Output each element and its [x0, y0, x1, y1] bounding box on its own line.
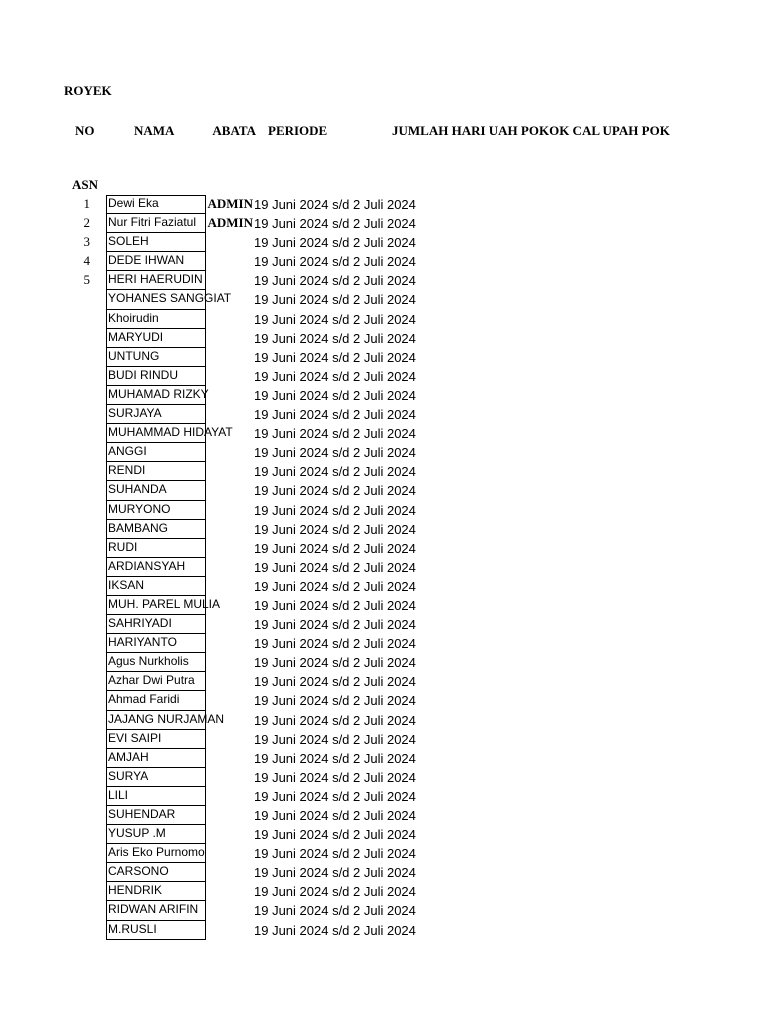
name-text: SURYA [108, 768, 149, 783]
name-text: Aris Eko Purnomo [108, 845, 205, 860]
name-text: MUHAMAD RIZKY [108, 386, 209, 401]
table-row [0, 921, 768, 940]
table-row [0, 768, 768, 787]
periode-text: 19 Juni 2024 s/d 2 Juli 2024 [254, 445, 416, 461]
jabatan-cell [207, 769, 253, 787]
jabatan-cell [207, 482, 253, 500]
table-row [0, 577, 768, 596]
jabatan-cell [207, 234, 253, 252]
row-number: 1 [83, 196, 90, 211]
table-row [0, 615, 768, 634]
name-text: BUDI RINDU [108, 367, 179, 382]
jabatan-cell [207, 349, 253, 367]
jabatan-cell [207, 559, 253, 577]
row-number: 3 [83, 234, 90, 250]
table-row [0, 863, 768, 882]
jabatan-cell [207, 521, 253, 539]
name-text: RENDI [108, 463, 146, 478]
jabatan-cell [207, 883, 253, 901]
table-row [0, 386, 768, 405]
table-row [0, 539, 768, 558]
jabatan-cell [207, 731, 253, 749]
jabatan-cell [207, 253, 253, 271]
jabatan-cell [207, 272, 253, 290]
name-text: DEDE IHWAN [108, 253, 185, 268]
row-number: 2 [83, 215, 90, 231]
jabatan-cell [207, 196, 253, 214]
periode-text: 19 Juni 2024 s/d 2 Juli 2024 [254, 273, 416, 289]
name-text: M.RUSLI [108, 921, 157, 936]
jabatan-cell [207, 463, 253, 481]
periode-text: 19 Juni 2024 s/d 2 Juli 2024 [254, 731, 416, 747]
table-row [0, 634, 768, 653]
periode-text: 19 Juni 2024 s/d 2 Juli 2024 [254, 502, 416, 518]
periode-text: 19 Juni 2024 s/d 2 Juli 2024 [254, 693, 416, 709]
periode-text: 19 Juni 2024 s/d 2 Juli 2024 [254, 559, 416, 575]
name-text: AMJAH [108, 749, 149, 764]
jabatan-cell [207, 444, 253, 462]
periode-text: 19 Juni 2024 s/d 2 Juli 2024 [254, 636, 416, 652]
periode-text: 19 Juni 2024 s/d 2 Juli 2024 [254, 712, 416, 728]
jabatan-cell [207, 502, 253, 520]
table-row [0, 443, 768, 462]
periode-text: 19 Juni 2024 s/d 2 Juli 2024 [254, 788, 416, 804]
name-text: EVI SAIPI [108, 730, 162, 745]
name-text: MURYONO [108, 501, 171, 516]
header-periode: PERIODE [268, 123, 328, 138]
header-jabatan-text: ABATA [212, 123, 256, 138]
name-text: UNTUNG [108, 348, 160, 363]
name-text: Khoirudin [108, 310, 159, 325]
periode-text: 19 Juni 2024 s/d 2 Juli 2024 [254, 846, 416, 862]
table-row [0, 749, 768, 768]
jabatan-cell [207, 578, 253, 596]
jabatan-cell [207, 845, 253, 863]
header-jabatan [208, 123, 256, 139]
name-text: RUDI [108, 539, 138, 554]
table-row [0, 787, 768, 806]
name-text: MUHAMMAD HIDAYAT [108, 425, 233, 440]
jabatan-cell [207, 540, 253, 558]
table-row [0, 806, 768, 825]
employee-table [0, 195, 768, 940]
document-title: ROYEK [64, 83, 112, 98]
periode-text: 19 Juni 2024 s/d 2 Juli 2024 [254, 216, 416, 232]
name-text: HERI HAERUDIN [108, 272, 203, 287]
name-text: Dewi Eka [108, 196, 159, 210]
table-row [0, 424, 768, 443]
jabatan-cell [207, 368, 253, 386]
header-no: NO [75, 123, 95, 138]
periode-text: 19 Juni 2024 s/d 2 Juli 2024 [254, 540, 416, 556]
name-text: BAMBANG [108, 520, 169, 535]
jabatan-cell [207, 635, 253, 653]
table-row [0, 462, 768, 481]
jabatan-cell [207, 311, 253, 329]
name-text: SOLEH [108, 234, 149, 249]
periode-text: 19 Juni 2024 s/d 2 Juli 2024 [254, 578, 416, 594]
table-row [0, 233, 768, 252]
table-row [0, 882, 768, 901]
periode-text: 19 Juni 2024 s/d 2 Juli 2024 [254, 235, 416, 251]
periode-text: 19 Juni 2024 s/d 2 Juli 2024 [254, 292, 416, 308]
jabatan-cell [207, 750, 253, 768]
table-row [0, 711, 768, 730]
table-row [0, 596, 768, 615]
name-text: CARSONO [108, 864, 169, 879]
periode-text: 19 Juni 2024 s/d 2 Juli 2024 [254, 769, 416, 785]
jabatan-cell [207, 922, 253, 940]
table-row [0, 730, 768, 749]
periode-text: 19 Juni 2024 s/d 2 Juli 2024 [254, 884, 416, 900]
name-text: SAHRIYADI [108, 616, 172, 631]
periode-text: 19 Juni 2024 s/d 2 Juli 2024 [254, 349, 416, 365]
jabatan-cell [207, 692, 253, 710]
table-row [0, 653, 768, 672]
row-number: 4 [83, 253, 90, 269]
periode-text: 19 Juni 2024 s/d 2 Juli 2024 [254, 674, 416, 690]
name-text: IKSAN [108, 577, 145, 592]
table-row [0, 329, 768, 348]
name-text: HARIYANTO [108, 635, 177, 650]
jabatan-cell [207, 807, 253, 825]
name-text: MARYUDI [108, 329, 164, 344]
table-row [0, 367, 768, 386]
jabatan-cell [207, 387, 253, 405]
periode-text: 19 Juni 2024 s/d 2 Juli 2024 [254, 426, 416, 442]
table-row [0, 405, 768, 424]
periode-text: 19 Juni 2024 s/d 2 Juli 2024 [254, 254, 416, 270]
row-number: 5 [83, 272, 90, 288]
name-text: RIDWAN ARIFIN [108, 902, 199, 917]
table-row [0, 501, 768, 520]
table-row [0, 214, 768, 233]
name-text: MUH. PAREL MULIA [108, 596, 221, 611]
jabatan-cell [207, 406, 253, 424]
table-row [0, 825, 768, 844]
periode-text: 19 Juni 2024 s/d 2 Juli 2024 [254, 903, 416, 919]
periode-text: 19 Juni 2024 s/d 2 Juli 2024 [254, 827, 416, 843]
jabatan-cell [207, 712, 253, 730]
periode-text: 19 Juni 2024 s/d 2 Juli 2024 [254, 311, 416, 327]
periode-text: 19 Juni 2024 s/d 2 Juli 2024 [254, 655, 416, 671]
jabatan-cell [207, 864, 253, 882]
table-row [0, 481, 768, 500]
table-row [0, 348, 768, 367]
jabatan-cell [207, 902, 253, 920]
periode-text: 19 Juni 2024 s/d 2 Juli 2024 [254, 197, 416, 212]
jabatan-cell [207, 215, 253, 233]
name-text: YOHANES SANGGIAT [108, 291, 232, 306]
jabatan-text: ADMIN [207, 215, 253, 231]
name-text: HENDRIK [108, 883, 163, 898]
table-row [0, 195, 768, 214]
header-nama: NAMA [134, 123, 175, 138]
name-text: SUHANDA [108, 482, 167, 497]
name-text: LILI [108, 787, 129, 802]
name-text: Ahmad Faridi [108, 692, 180, 707]
table-row [0, 844, 768, 863]
periode-text: 19 Juni 2024 s/d 2 Juli 2024 [254, 865, 416, 881]
table-row [0, 558, 768, 577]
periode-text: 19 Juni 2024 s/d 2 Juli 2024 [254, 407, 416, 423]
name-text: JAJANG NURJAMAN [108, 711, 225, 726]
jabatan-cell [207, 673, 253, 691]
jabatan-cell [207, 425, 253, 443]
name-text: ANGGI [108, 444, 147, 459]
header-overflow-columns: JUMLAH HARI UAH POKOK CAL UPAH POK [392, 123, 670, 138]
periode-text: 19 Juni 2024 s/d 2 Juli 2024 [254, 597, 416, 613]
periode-text: 19 Juni 2024 s/d 2 Juli 2024 [254, 464, 416, 480]
jabatan-cell [207, 597, 253, 615]
periode-text: 19 Juni 2024 s/d 2 Juli 2024 [254, 387, 416, 403]
periode-text: 19 Juni 2024 s/d 2 Juli 2024 [254, 368, 416, 384]
jabatan-text: ADMIN [207, 196, 253, 211]
periode-text: 19 Juni 2024 s/d 2 Juli 2024 [254, 330, 416, 346]
periode-text: 19 Juni 2024 s/d 2 Juli 2024 [254, 922, 416, 938]
table-row [0, 672, 768, 691]
name-text: YUSUP .M [108, 826, 166, 841]
periode-text: 19 Juni 2024 s/d 2 Juli 2024 [254, 808, 416, 823]
periode-text: 19 Juni 2024 s/d 2 Juli 2024 [254, 483, 416, 499]
name-text: SURJAYA [108, 406, 162, 421]
periode-text: 19 Juni 2024 s/d 2 Juli 2024 [254, 521, 416, 537]
table-row [0, 310, 768, 329]
name-text: Agus Nurkholis [108, 654, 189, 669]
table-row [0, 290, 768, 309]
table-row [0, 691, 768, 710]
name-text: SUHENDAR [108, 807, 176, 821]
table-row [0, 901, 768, 920]
jabatan-cell [207, 616, 253, 634]
periode-text: 19 Juni 2024 s/d 2 Juli 2024 [254, 617, 416, 633]
name-text: ARDIANSYAH [108, 558, 186, 573]
jabatan-cell [207, 330, 253, 348]
jabatan-cell [207, 654, 253, 672]
table-row [0, 520, 768, 539]
name-text: Azhar Dwi Putra [108, 673, 195, 688]
jabatan-cell [207, 788, 253, 806]
jabatan-cell [207, 291, 253, 309]
name-text: Nur Fitri Faziatul [108, 215, 197, 230]
table-row [0, 271, 768, 290]
section-label-asn: ASN [72, 177, 99, 192]
periode-text: 19 Juni 2024 s/d 2 Juli 2024 [254, 750, 416, 766]
table-row [0, 252, 768, 271]
jabatan-cell [207, 826, 253, 844]
